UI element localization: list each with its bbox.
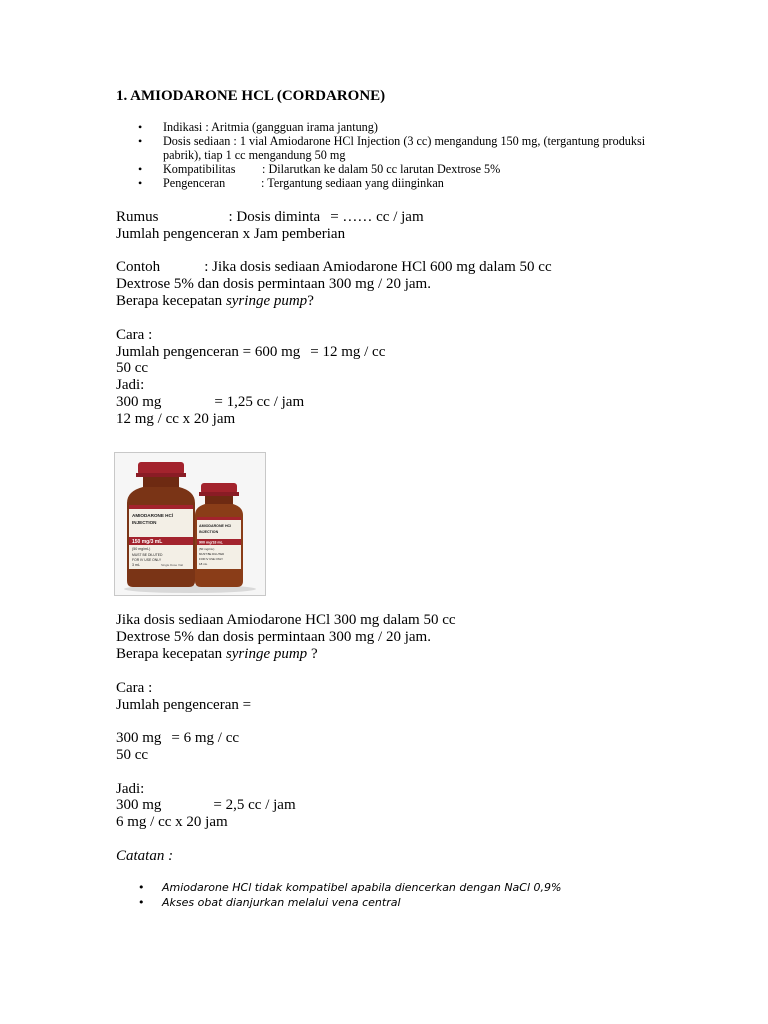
vial-small-label-line: FOR IV USE ONLY [199, 557, 224, 561]
info-item-pengenceran: • Pengenceran : Tergantung sediaan yang diinginkan [116, 176, 646, 190]
vial-small-label-line: 18 mL [199, 562, 208, 566]
contoh2-line-1: Jika dosis sediaan Amiodarone HCl 300 mg dalam 50 cc [116, 612, 456, 628]
vial-large-label-line: FOR IV USE ONLY [132, 558, 162, 562]
vial-large-label-line: 150 mg/3 mL [132, 539, 163, 545]
contoh-text-1: : Jika dosis sediaan Amiodarone HCl 600 mg dalam 50 cc [204, 259, 552, 275]
vial-large-label-line: AMIODARONE HCl [132, 513, 174, 518]
contoh2-line-2: Dextrose 5% dan dosis permintaan 300 mg / 20 jam. [116, 629, 431, 645]
vial-large-label-line: INJECTION [132, 520, 157, 525]
jadi-label-2: Jadi: [116, 781, 145, 797]
catatan-label: Catatan : [116, 848, 174, 864]
rumus-line [116, 209, 424, 226]
jadi-den-2: 6 mg / cc x 20 jam [116, 814, 228, 830]
catatan-list [116, 880, 561, 910]
pengenceran-den-1: 50 cc [116, 360, 149, 376]
contoh-label: Contoh [116, 259, 161, 275]
contoh-line-3: Berapa kecepatan syringe pump? [116, 293, 314, 309]
jadi-line-2: 300 mg = 2,5 cc / jam [116, 797, 296, 813]
vial-large-label-line: Single Dose Vial [161, 563, 183, 567]
rumus-denominator: Jumlah pengenceran x Jam pemberian [116, 226, 346, 242]
vial-small-label-line: 900 mg/18 mL [199, 540, 223, 545]
jadi-line-1: 300 mg = 1,25 cc / jam [116, 394, 305, 410]
contoh-line-1 [116, 259, 552, 276]
info-list [116, 120, 646, 190]
info-item-kompatibilitas: • Kompatibilitas : Dilarutkan ke dalam 50 cc larutan Dextrose 5% [116, 162, 646, 176]
cara-label-2: Cara : [116, 680, 153, 696]
rumus-numerator: : Dosis diminta [228, 209, 321, 225]
vial-large-label-line: MUST BE DILUTED [132, 553, 163, 557]
vial-large-label-line: 3 mL [132, 563, 140, 567]
contoh-line-2: Dextrose 5% dan dosis permintaan 300 mg / 20 jam. [116, 276, 431, 292]
pengenceran-line-1: Jumlah pengenceran = 600 mg = 12 mg / cc [116, 344, 386, 360]
catatan-item: • Akses obat dianjurkan melalui vena central [116, 895, 561, 910]
section-title: 1. AMIODARONE HCL (CORDARONE) [116, 88, 386, 104]
pengenceran-num-2: 300 mg = 6 mg / cc [116, 730, 240, 746]
vials-illustration [115, 453, 265, 595]
catatan-item: • Amiodarone HCl tidak kompatibel apabila diencerkan dengan NaCl 0,9% [116, 880, 561, 895]
info-item-dosis-sediaan: • Dosis sediaan : 1 vial Amiodarone HCl Injection (3 cc) mengandung 150 mg, (tergantung produksi pabrik), tiap 1 cc mengandung 50 mg [116, 134, 646, 162]
cara-label-1: Cara : [116, 327, 153, 343]
pengenceran-line-2: Jumlah pengenceran = [116, 697, 252, 713]
pengenceran-den-2: 50 cc [116, 747, 149, 763]
contoh2-line-3: Berapa kecepatan syringe pump ? [116, 646, 318, 662]
vial-large-label-line: (50 mg/mL) [132, 547, 151, 551]
rumus-label: Rumus [116, 209, 159, 225]
amiodarone-vials-photo [114, 452, 266, 596]
jadi-label-1: Jadi: [116, 377, 145, 393]
jadi-den-1: 12 mg / cc x 20 jam [116, 411, 236, 427]
vial-small-label-line: AMIODARONE HCl [199, 524, 232, 528]
rumus-result: = …… cc / jam [330, 209, 424, 225]
vial-small-label-line: (50 mg/mL) [199, 547, 215, 551]
info-item-indikasi: • Indikasi : Aritmia (gangguan irama jantung) [116, 120, 646, 134]
vial-small-label-line: INJECTION [199, 530, 219, 534]
vial-small-label-line: MUST BE DILUTED [199, 552, 225, 556]
